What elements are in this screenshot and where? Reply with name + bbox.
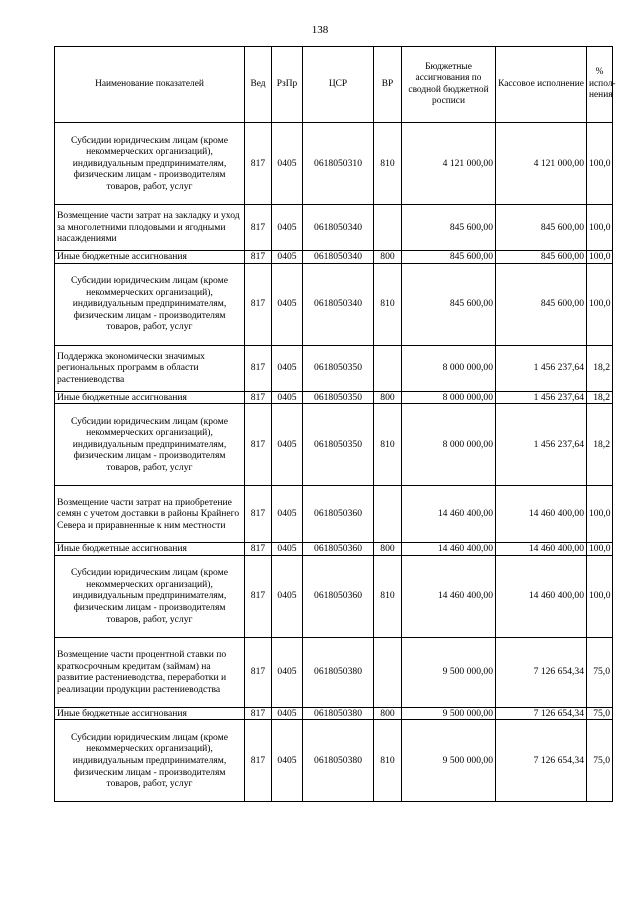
cell-rzpr: 0405 xyxy=(272,404,303,486)
cell-budget: 8 000 000,00 xyxy=(402,404,496,486)
cell-cash: 1 456 237,64 xyxy=(496,391,587,404)
table-row xyxy=(55,345,613,391)
cell-cash: 845 600,00 xyxy=(496,263,587,345)
cell-budget: 14 460 400,00 xyxy=(402,555,496,637)
budget-table xyxy=(54,46,616,802)
cell-name: Субсидии юридическим лицам (кроме некоммерческих организаций), индивидуальным предпринимателям, физическим лицам - производителям товаров, работ, услуг xyxy=(55,404,245,486)
cell-budget: 14 460 400,00 xyxy=(402,486,496,543)
cell-vr: 810 xyxy=(374,555,402,637)
cell-ved: 817 xyxy=(245,555,272,637)
cell-ved: 817 xyxy=(245,637,272,707)
cell-pct: 100,0 xyxy=(587,486,613,543)
cell-csr: 0618050380 xyxy=(303,720,374,802)
cell-cash: 7 126 654,34 xyxy=(496,720,587,802)
cell-budget: 4 121 000,00 xyxy=(402,123,496,205)
cell-csr: 0618050350 xyxy=(303,391,374,404)
header-pct: % испол-нения xyxy=(587,47,613,123)
cell-name: Иные бюджетные ассигнования xyxy=(55,251,245,264)
cell-vr xyxy=(374,345,402,391)
cell-vr xyxy=(374,205,402,251)
cell-rzpr: 0405 xyxy=(272,707,303,720)
cell-name: Возмещение части затрат на приобретение семян с учетом доставки в районы Крайнего Севера и приравненные к ним местности xyxy=(55,486,245,543)
cell-pct: 18,2 xyxy=(587,404,613,486)
cell-pct: 100,0 xyxy=(587,205,613,251)
cell-rzpr: 0405 xyxy=(272,123,303,205)
cell-name: Субсидии юридическим лицам (кроме некоммерческих организаций), индивидуальным предпринимателям, физическим лицам - производителям товаров, работ, услуг xyxy=(55,555,245,637)
cell-name: Субсидии юридическим лицам (кроме некоммерческих организаций), индивидуальным предпринимателям, физическим лицам - производителям товаров, работ, услуг xyxy=(55,720,245,802)
cell-pct: 18,2 xyxy=(587,391,613,404)
cell-budget: 9 500 000,00 xyxy=(402,637,496,707)
cell-csr: 0618050350 xyxy=(303,345,374,391)
table-row xyxy=(55,251,613,264)
cell-pct: 100,0 xyxy=(587,263,613,345)
cell-cash: 14 460 400,00 xyxy=(496,486,587,543)
table-row xyxy=(55,637,613,707)
table-body xyxy=(55,123,613,802)
header-ved: Вед xyxy=(245,47,272,123)
cell-vr: 810 xyxy=(374,404,402,486)
cell-cash: 845 600,00 xyxy=(496,205,587,251)
table-row xyxy=(55,543,613,556)
cell-rzpr: 0405 xyxy=(272,486,303,543)
cell-budget: 8 000 000,00 xyxy=(402,345,496,391)
cell-ved: 817 xyxy=(245,205,272,251)
cell-pct: 75,0 xyxy=(587,707,613,720)
cell-rzpr: 0405 xyxy=(272,345,303,391)
cell-name: Возмещение части процентной ставки по краткосрочным кредитам (займам) на развитие растениеводства, переработки и реализации продукции растениеводства xyxy=(55,637,245,707)
table-row xyxy=(55,720,613,802)
cell-cash: 7 126 654,34 xyxy=(496,707,587,720)
cell-pct: 18,2 xyxy=(587,345,613,391)
cell-name: Иные бюджетные ассигнования xyxy=(55,707,245,720)
header-name: Наименование показателей xyxy=(55,47,245,123)
cell-csr: 0618050340 xyxy=(303,205,374,251)
cell-pct: 100,0 xyxy=(587,543,613,556)
cell-ved: 817 xyxy=(245,404,272,486)
cell-vr xyxy=(374,637,402,707)
header-cash: Кассовое исполнение xyxy=(496,47,587,123)
table-row xyxy=(55,555,613,637)
cell-csr: 0618050310 xyxy=(303,123,374,205)
header-row xyxy=(55,47,613,123)
cell-ved: 817 xyxy=(245,720,272,802)
cell-vr: 800 xyxy=(374,391,402,404)
cell-vr xyxy=(374,486,402,543)
cell-vr: 800 xyxy=(374,707,402,720)
cell-rzpr: 0405 xyxy=(272,543,303,556)
cell-ved: 817 xyxy=(245,263,272,345)
cell-csr: 0618050350 xyxy=(303,404,374,486)
cell-vr: 800 xyxy=(374,543,402,556)
cell-budget: 845 600,00 xyxy=(402,251,496,264)
cell-pct: 75,0 xyxy=(587,720,613,802)
cell-csr: 0618050360 xyxy=(303,555,374,637)
cell-ved: 817 xyxy=(245,123,272,205)
cell-vr: 800 xyxy=(374,251,402,264)
header-vr: ВР xyxy=(374,47,402,123)
cell-pct: 100,0 xyxy=(587,555,613,637)
cell-budget: 9 500 000,00 xyxy=(402,707,496,720)
cell-rzpr: 0405 xyxy=(272,637,303,707)
table-row xyxy=(55,486,613,543)
cell-cash: 1 456 237,64 xyxy=(496,404,587,486)
cell-budget: 8 000 000,00 xyxy=(402,391,496,404)
cell-ved: 817 xyxy=(245,345,272,391)
cell-csr: 0618050380 xyxy=(303,637,374,707)
cell-budget: 14 460 400,00 xyxy=(402,543,496,556)
header-rzpr: РзПр xyxy=(272,47,303,123)
cell-name: Возмещение части затрат на закладку и уход за многолетними плодовыми и ягодными насаждениями xyxy=(55,205,245,251)
cell-rzpr: 0405 xyxy=(272,720,303,802)
cell-rzpr: 0405 xyxy=(272,391,303,404)
cell-csr: 0618050340 xyxy=(303,263,374,345)
cell-name: Субсидии юридическим лицам (кроме некоммерческих организаций), индивидуальным предпринимателям, физическим лицам - производителям товаров, работ, услуг xyxy=(55,123,245,205)
table-row xyxy=(55,205,613,251)
cell-rzpr: 0405 xyxy=(272,555,303,637)
cell-rzpr: 0405 xyxy=(272,205,303,251)
cell-csr: 0618050340 xyxy=(303,251,374,264)
cell-budget: 845 600,00 xyxy=(402,263,496,345)
cell-csr: 0618050360 xyxy=(303,543,374,556)
cell-csr: 0618050380 xyxy=(303,707,374,720)
cell-vr: 810 xyxy=(374,720,402,802)
cell-pct: 75,0 xyxy=(587,637,613,707)
table-row xyxy=(55,123,613,205)
cell-rzpr: 0405 xyxy=(272,263,303,345)
cell-ved: 817 xyxy=(245,543,272,556)
table-row xyxy=(55,707,613,720)
cell-cash: 4 121 000,00 xyxy=(496,123,587,205)
cell-ved: 817 xyxy=(245,707,272,720)
cell-ved: 817 xyxy=(245,391,272,404)
table-row xyxy=(55,391,613,404)
cell-name: Иные бюджетные ассигнования xyxy=(55,391,245,404)
cell-name: Поддержка экономически значимых региональных программ в области растениеводства xyxy=(55,345,245,391)
cell-cash: 845 600,00 xyxy=(496,251,587,264)
page-number: 138 xyxy=(311,24,329,36)
header-budget: Бюджетные ассигнования по сводной бюджетной росписи xyxy=(402,47,496,123)
cell-ved: 817 xyxy=(245,486,272,543)
cell-csr: 0618050360 xyxy=(303,486,374,543)
table-row xyxy=(55,263,613,345)
table-row xyxy=(55,404,613,486)
cell-pct: 100,0 xyxy=(587,123,613,205)
header-csr: ЦСР xyxy=(303,47,374,123)
cell-vr: 810 xyxy=(374,123,402,205)
cell-pct: 100,0 xyxy=(587,251,613,264)
cell-rzpr: 0405 xyxy=(272,251,303,264)
cell-budget: 9 500 000,00 xyxy=(402,720,496,802)
cell-cash: 1 456 237,64 xyxy=(496,345,587,391)
cell-budget: 845 600,00 xyxy=(402,205,496,251)
cell-name: Субсидии юридическим лицам (кроме некоммерческих организаций), индивидуальным предпринимателям, физическим лицам - производителям товаров, работ, услуг xyxy=(55,263,245,345)
cell-name: Иные бюджетные ассигнования xyxy=(55,543,245,556)
cell-ved: 817 xyxy=(245,251,272,264)
cell-cash: 14 460 400,00 xyxy=(496,543,587,556)
cell-vr: 810 xyxy=(374,263,402,345)
cell-cash: 7 126 654,34 xyxy=(496,637,587,707)
cell-cash: 14 460 400,00 xyxy=(496,555,587,637)
